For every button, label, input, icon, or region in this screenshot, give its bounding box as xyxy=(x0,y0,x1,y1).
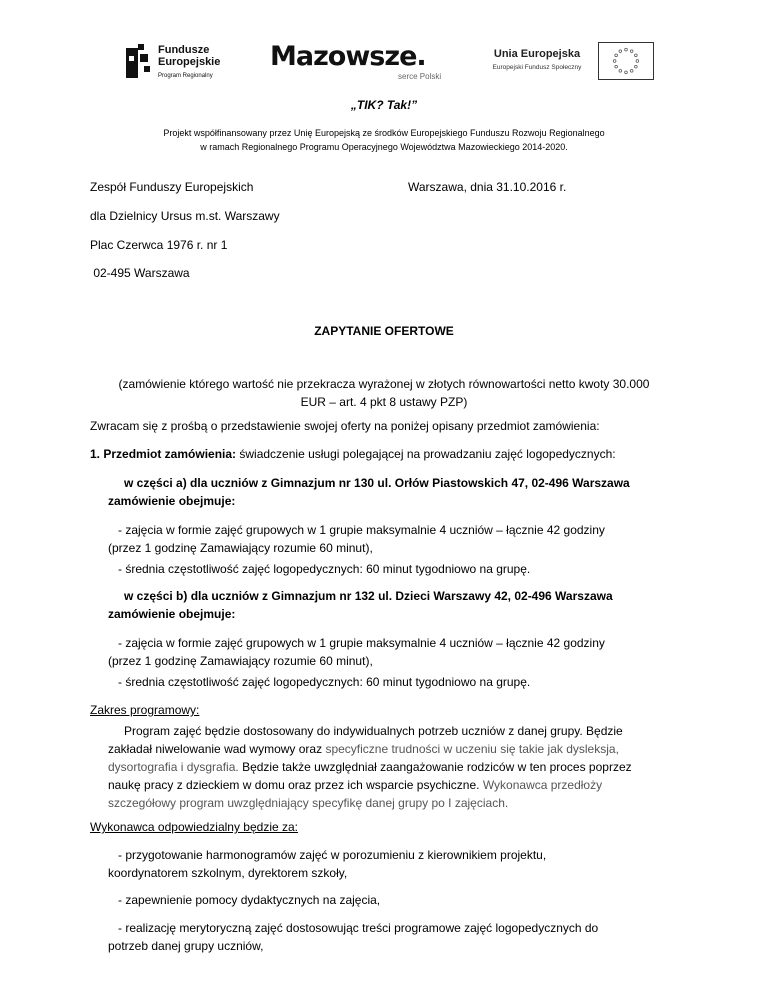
scope-line-4 xyxy=(108,778,602,792)
scope-line-1: Program zajęć będzie dostosowany do indywidualnych potrzeb uczniów z danej grupy. Będzie xyxy=(124,724,623,738)
fundusze-europejskie-logo xyxy=(126,44,220,82)
subject-label: 1. Przedmiot zamówienia: xyxy=(90,447,237,461)
request-sentence: Zwracam się z prośbą o przedstawienie swojej oferty na poniżej opisany przedmiot zamówienia: xyxy=(90,419,600,433)
date-line: Warszawa, dnia 31.10.2016 r. xyxy=(408,180,567,194)
contractor-heading: Wykonawca odpowiedzialny będzie za: xyxy=(90,820,299,834)
subject-line xyxy=(90,447,616,461)
value-note-line-2: EUR – art. 4 pkt 8 ustawy PZP) xyxy=(300,395,468,409)
part-a-heading-2: zamówienie obejmuje: xyxy=(108,494,236,508)
fe-logo-line1: Fundusze xyxy=(158,44,210,56)
scope-line-3-part-b: Będzie także uwzględniał zaangażowanie rodziców w ten proces poprzez xyxy=(238,760,632,774)
mazowsze-tagline: serce Polski xyxy=(398,72,442,81)
part-a-heading-1: w części a) dla uczniów z Gimnazjum nr 130 ul. Orłów Piastowskich 47, 02-496 Warszawa xyxy=(124,476,630,490)
unia-europejska-logo xyxy=(482,48,592,71)
contractor-item1-line1: - przygotowanie harmonogramów zajęć w porozumieniu z kierownikiem projektu, xyxy=(118,848,547,862)
contractor-item2: - zapewnienie pomocy dydaktycznych na zajęcia, xyxy=(118,893,381,907)
scope-heading: Zakres programowy: xyxy=(90,703,200,717)
part-b-item1-line1: - zajęcia w formie zajęć grupowych w 1 grupie maksymalnie 4 uczniów – łącznie 42 godziny xyxy=(118,636,605,650)
value-note-line-1: (zamówienie którego wartość nie przekracza wyrażonej w złotych równowartości netto kwoty 30.000 xyxy=(118,377,650,391)
scope-line-2 xyxy=(108,742,619,756)
part-b-item1-line2: (przez 1 godzinę Zamawiający rozumie 60 minut), xyxy=(108,654,373,668)
scope-line-4-part-a: naukę pracy z dzieckiem w domu oraz przez ich wsparcie psychiczne. xyxy=(108,778,483,792)
part-b-item2: - średnia częstotliwość zajęć logopedycznych: 60 minut tygodniowo na grupę. xyxy=(118,675,531,689)
document-title: ZAPYTANIE OFERTOWE xyxy=(314,324,454,338)
part-b-heading-2: zamówienie obejmuje: xyxy=(108,607,236,621)
part-a-item1-line2: (przez 1 godzinę Zamawiający rozumie 60 minut), xyxy=(108,541,373,555)
scope-line-2-part-a: zakładał niwelowanie wad wymowy oraz xyxy=(108,742,326,756)
mazowsze-wordmark: Mazowsze. xyxy=(270,41,426,72)
cofinancing-line-1: Projekt współfinansowany przez Unię Europejską ze środków Europejskiego Funduszu Rozwoju Regionalnego xyxy=(163,128,605,138)
part-b-heading-1: w części b) dla uczniów z Gimnazjum nr 132 ul. Dzieci Warszawy 42, 02-496 Warszawa xyxy=(124,589,613,603)
part-a-item1-line1: - zajęcia w formie zajęć grupowych w 1 grupie maksymalnie 4 uczniów – łącznie 42 godziny xyxy=(118,523,605,537)
sender-line-2: dla Dzielnicy Ursus m.st. Warszawy xyxy=(90,209,280,223)
sender-line-4: 02-495 Warszawa xyxy=(90,266,190,280)
ue-logo-subtitle: Europejski Fundusz Społeczny xyxy=(492,64,582,71)
fe-logo-line2: Europejskie xyxy=(158,56,221,68)
part-a-item2: - średnia częstotliwość zajęć logopedycznych: 60 minut tygodniowo na grupę. xyxy=(118,562,531,576)
scope-line-5: szczegółowy program uwzględniający specyfikę danej grupy po I zajęciach. xyxy=(108,796,509,810)
scope-line-3-part-a: dysortografia i dysgrafia. xyxy=(108,760,239,774)
fe-emblem-icon xyxy=(126,44,152,80)
contractor-item3-line1: - realizację merytoryczną zajęć dostosowując treści programowe zajęć logopedycznych do xyxy=(118,921,599,935)
scope-line-4-part-b: Wykonawca przedłoży xyxy=(482,778,603,792)
scope-line-3 xyxy=(108,760,632,774)
mazowsze-logo xyxy=(270,41,442,81)
project-title: „TIK? Tak!” xyxy=(350,98,418,112)
cofinancing-note xyxy=(0,126,768,154)
eu-flag-icon xyxy=(598,42,654,80)
ue-logo-title: Unia Europejska xyxy=(493,48,581,60)
scope-line-2-part-b: specyficzne trudności w uczeniu się takie jak dysleksja, xyxy=(325,742,619,756)
sender-line-3: Plac Czerwca 1976 r. nr 1 xyxy=(90,238,228,252)
header-logos xyxy=(120,42,660,84)
subject-text: świadczenie usługi polegającej na prowadzaniu zajęć logopedycznych: xyxy=(236,447,616,461)
cofinancing-line-2: w ramach Regionalnego Programu Operacyjnego Województwa Mazowieckiego 2014-2020. xyxy=(200,142,568,152)
contractor-item1-line2: koordynatorem szkolnym, dyrektorem szkoły, xyxy=(108,866,348,880)
fe-logo-line3: Program Regionalny xyxy=(158,73,213,79)
sender-line-1: Zespół Funduszy Europejskich xyxy=(90,180,254,194)
contractor-item3-line2: potrzeb danej grupy uczniów, xyxy=(108,939,264,953)
